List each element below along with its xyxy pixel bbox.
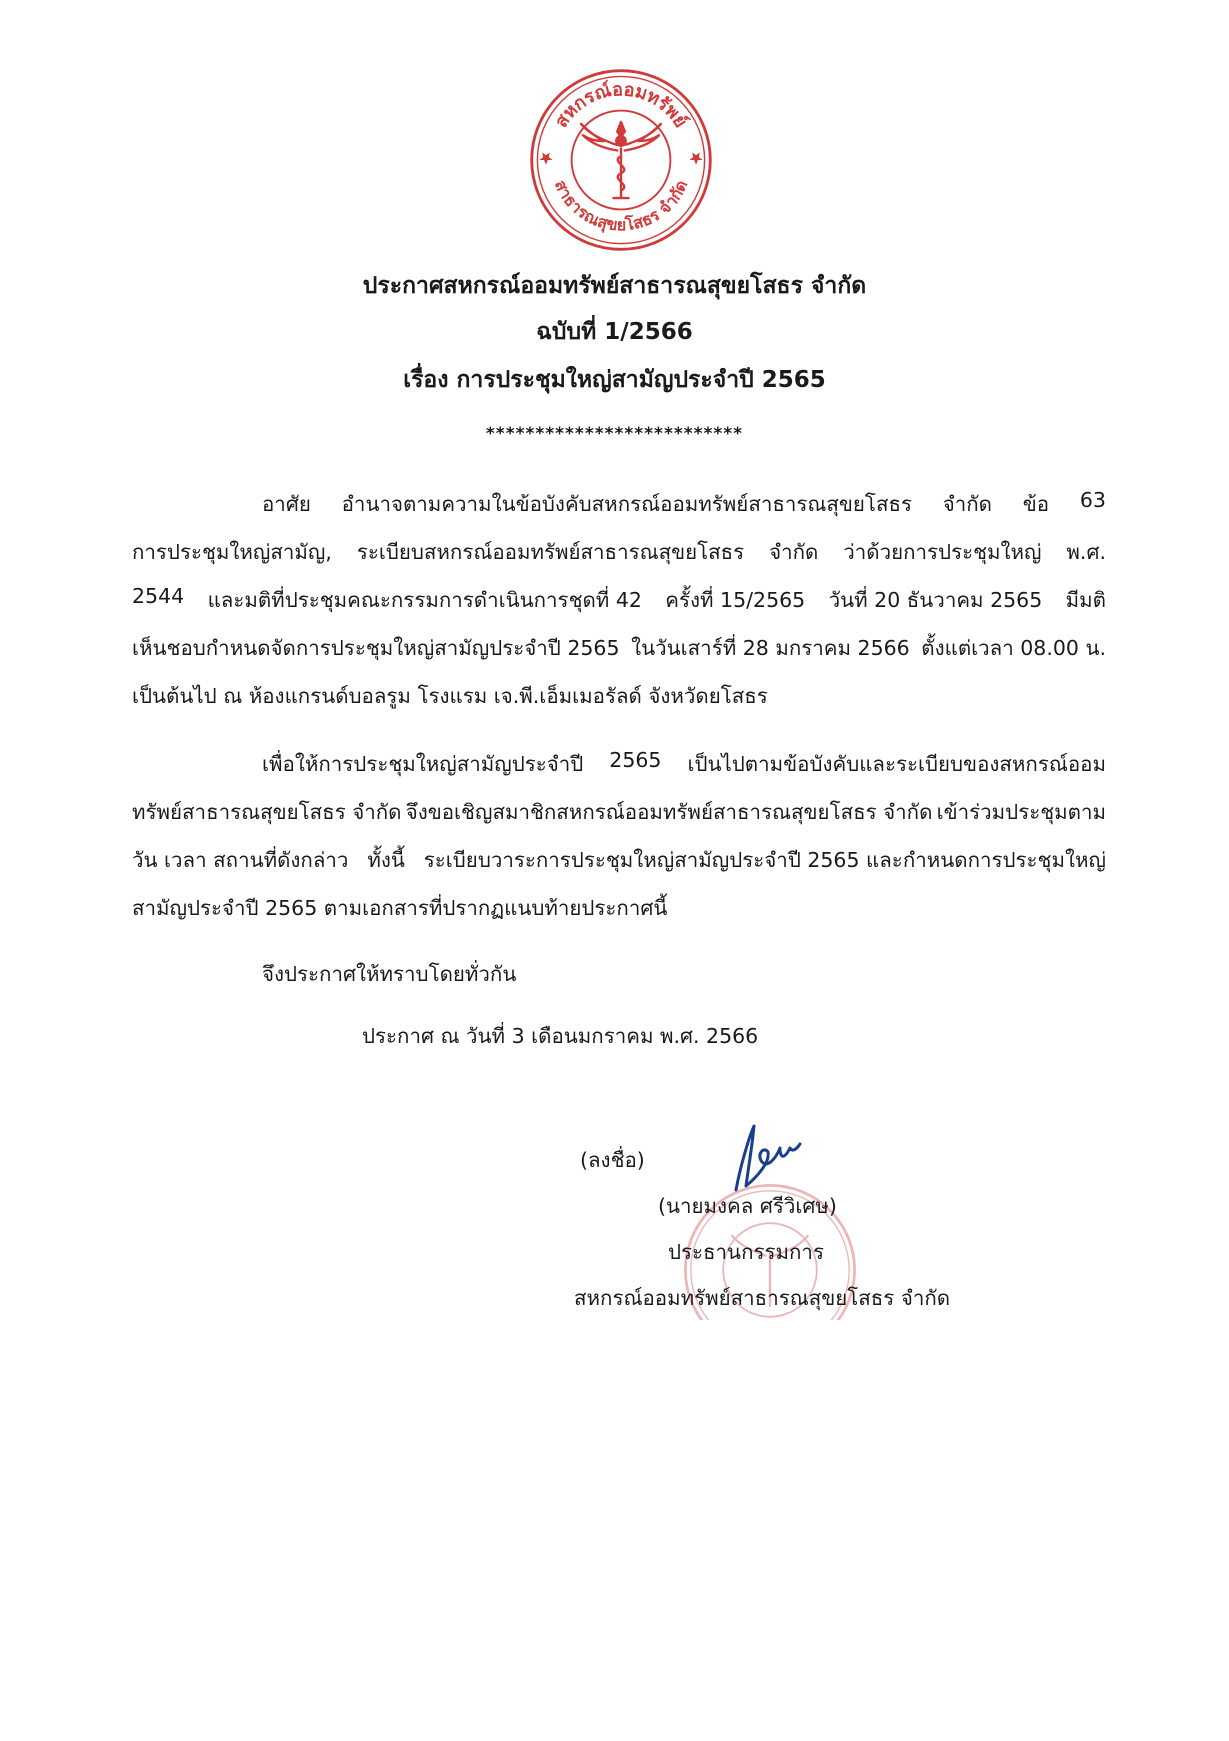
- paragraph-1-line-1: อาศัย อำนาจตามความในข้อบังคับสหกรณ์ออมทรัพย์สาธารณสุขยโสธร จำกัด ข้อ 63: [262, 488, 1106, 516]
- signer-name: (นายมงคล ศรีวิเศษ): [658, 1194, 837, 1218]
- paragraph-2-line-2: ทรัพย์สาธารณสุขยโสธร จำกัด จึงขอเชิญสมาชิกสหกรณ์ออมทรัพย์สาธารณสุขยโสธร จำกัด เข้าร่วมประชุมตาม: [132, 800, 1106, 824]
- signer-organization: สหกรณ์ออมทรัพย์สาธารณสุขยโสธร จำกัด: [574, 1286, 951, 1310]
- announcement-date: ประกาศ ณ วันที่ 3 เดือนมกราคม พ.ศ. 2566: [362, 1024, 759, 1048]
- paragraph-2-line-3: วัน เวลา สถานที่ดังกล่าว ทั้งนี้ ระเบียบวาระการประชุมใหญ่สามัญประจำปี 2565 และกำหนดการประชุมใหญ่: [132, 848, 1106, 872]
- seal-top-text: สหกรณ์ออมทรัพย์: [550, 79, 692, 132]
- sign-label: (ลงชื่อ): [580, 1148, 645, 1172]
- paragraph-1-line-3: 2544 และมติที่ประชุมคณะกรรมการดำเนินการชุดที่ 42 ครั้งที่ 15/2565 วันที่ 20 ธันวาคม 2565 มีมติ: [132, 584, 1106, 612]
- seal-bottom-text: สาธารณสุขยโสธร จำกัด: [550, 177, 692, 235]
- paragraph-1-line-5: เป็นต้นไป ณ ห้องแกรนด์บอลรูม โรงแรม เจ.พี.เอ็มเมอรัลด์ จังหวัดยโสธร: [132, 684, 768, 708]
- closing-statement: จึงประกาศให้ทราบโดยทั่วกัน: [262, 962, 517, 986]
- handwritten-signature: [718, 1118, 808, 1198]
- announcement-title: ประกาศสหกรณ์ออมทรัพย์สาธารณสุขยโสธร จำกัด: [362, 273, 867, 299]
- cooperative-seal: [526, 65, 716, 255]
- signer-position: ประธานกรรมการ: [668, 1240, 824, 1264]
- separator-line: **************************: [485, 424, 744, 444]
- paragraph-1-line-4: เห็นชอบกำหนดจัดการประชุมใหญ่สามัญประจำปี 2565 ในวันเสาร์ที่ 28 มกราคม 2566 ตั้งแต่เวลา 08.00 น.: [132, 636, 1106, 660]
- announcement-number: ฉบับที่ 1/2566: [536, 319, 693, 345]
- announcement-subject: เรื่อง การประชุมใหญ่สามัญประจำปี 2565: [403, 367, 826, 393]
- paragraph-2-line-4: สามัญประจำปี 2565 ตามเอกสารที่ปรากฏแนบท้ายประกาศนี้: [132, 896, 668, 920]
- paragraph-2-line-1: เพื่อให้การประชุมใหญ่สามัญประจำปี 2565 เป็นไปตามข้อบังคับและระเบียบของสหกรณ์ออม: [262, 748, 1106, 776]
- paragraph-1-line-2: การประชุมใหญ่สามัญ, ระเบียบสหกรณ์ออมทรัพย์สาธารณสุขยโสธร จำกัด ว่าด้วยการประชุมใหญ่ พ.ศ.: [132, 540, 1106, 564]
